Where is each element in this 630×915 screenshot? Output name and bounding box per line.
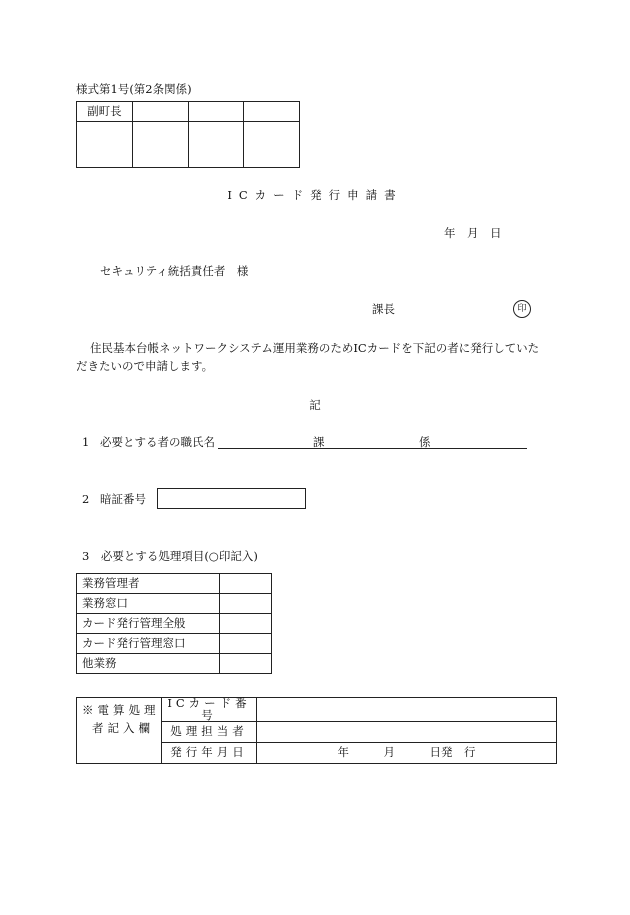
processing-item-label: カード発行管理全般 (77, 614, 220, 634)
approval-stamp-cell[interactable] (188, 122, 244, 168)
issue-date-label: 発行年月日 (162, 743, 257, 764)
approval-header-cell (132, 102, 188, 122)
item1-subsection-label: 係 (419, 435, 431, 449)
card-number-field[interactable] (257, 698, 557, 722)
item2-number: 2 (82, 492, 90, 506)
form-number: 様式第1号(第2条関係) (76, 82, 192, 96)
body-text-line2: だきたいので申請します。 (76, 359, 214, 373)
processing-item-label: 業務窓口 (77, 594, 220, 614)
application-date[interactable]: 年 月 日 (444, 226, 502, 240)
office-use-header-line2: 者記入欄 (92, 720, 154, 735)
seal-icon[interactable]: 印 (513, 300, 531, 318)
approval-stamp-table (76, 101, 300, 168)
approval-header-vice-mayor: 副町長 (77, 102, 133, 122)
processing-item-label: カード発行管理窓口 (77, 634, 220, 654)
item2-label: 暗証番号 (100, 492, 146, 506)
processing-item-check[interactable] (219, 634, 271, 654)
item1-number: 1 (82, 435, 90, 449)
processing-item-label: 業務管理者 (77, 574, 220, 594)
applicant-label: 課長 (372, 302, 395, 316)
item1-section-label: 課 (313, 435, 325, 449)
item1-label: 必要とする者の職氏名 (100, 435, 215, 449)
handler-field[interactable] (257, 722, 557, 743)
office-use-header (77, 698, 162, 764)
office-use-table (76, 697, 557, 764)
approval-stamp-cell[interactable] (132, 122, 188, 168)
processing-items-table (76, 573, 272, 674)
approval-header-cell (188, 102, 244, 122)
pin-input-box[interactable] (157, 488, 306, 509)
processing-item-check[interactable] (219, 654, 271, 674)
approval-header-cell (244, 102, 300, 122)
processing-item-check[interactable] (219, 594, 271, 614)
ki-heading: 記 (309, 398, 321, 412)
approval-stamp-cell[interactable] (77, 122, 133, 168)
processing-item-label: 他業務 (77, 654, 220, 674)
issue-date-field[interactable]: 年 月 日発 行 (257, 743, 557, 764)
approval-stamp-cell[interactable] (244, 122, 300, 168)
processing-item-check[interactable] (219, 614, 271, 634)
body-text-line1: 住民基本台帳ネットワークシステム運用業務のためICカードを下記の者に発行していた (90, 341, 540, 355)
processing-item-check[interactable] (219, 574, 271, 594)
card-number-label: ICカード番号 (162, 698, 257, 722)
office-use-header-line1: ※電算処理 (82, 703, 160, 717)
addressee: セキュリティ統括責任者 様 (100, 264, 249, 278)
item3-heading: 3 必要とする処理項目(○印記入) (82, 549, 258, 563)
name-input-line[interactable] (218, 448, 527, 449)
document-title: ICカード発行申請書 (227, 188, 403, 202)
handler-label: 処理担当者 (162, 722, 257, 743)
